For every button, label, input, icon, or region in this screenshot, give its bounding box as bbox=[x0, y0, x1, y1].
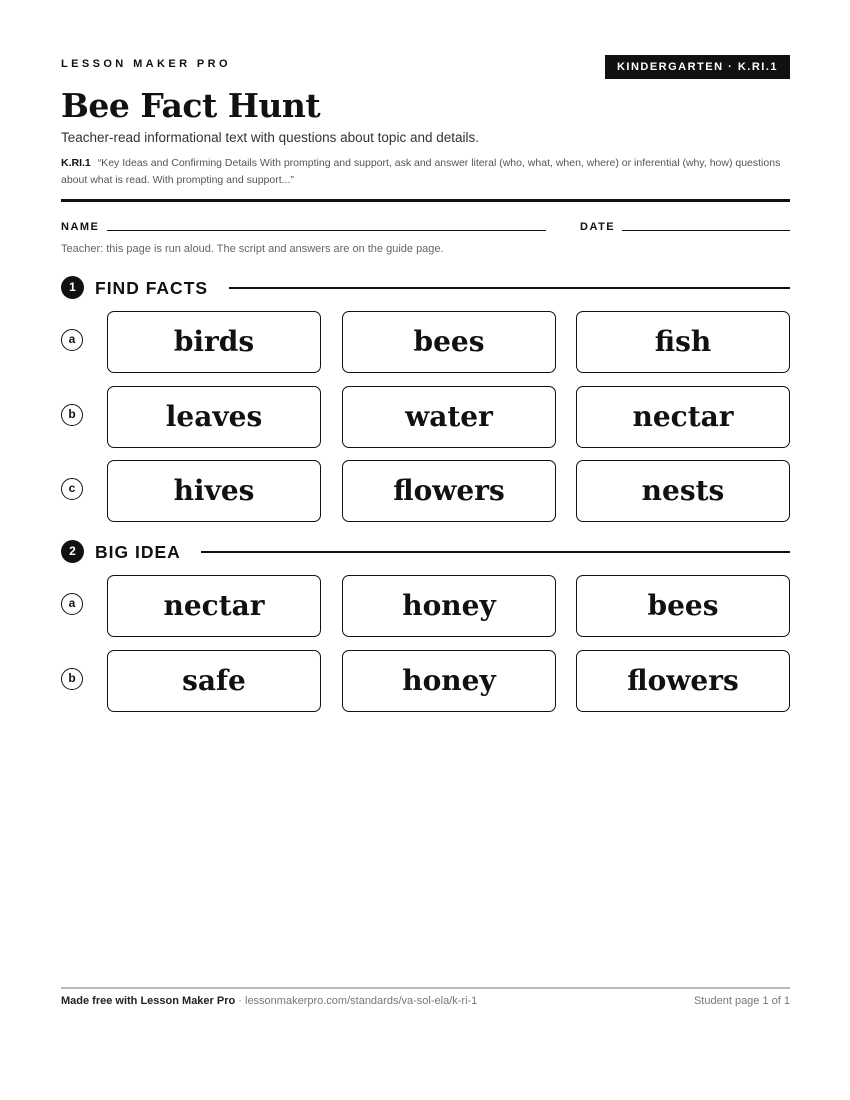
answer-option[interactable]: honey bbox=[342, 650, 556, 712]
footer-made-with: Made free with Lesson Maker Pro bbox=[61, 995, 236, 1007]
answer-option[interactable]: nectar bbox=[576, 386, 790, 448]
question-letter: a bbox=[61, 329, 83, 351]
answer-option[interactable]: flowers bbox=[342, 460, 556, 522]
question-letter: a bbox=[61, 593, 83, 615]
name-field[interactable] bbox=[107, 230, 546, 231]
question-row bbox=[61, 575, 790, 637]
question-row bbox=[61, 386, 790, 448]
worksheet-page bbox=[61, 0, 790, 1100]
answer-option[interactable]: honey bbox=[342, 575, 556, 637]
answer-option[interactable]: nectar bbox=[107, 575, 321, 637]
answer-option[interactable]: fish bbox=[576, 311, 790, 373]
standard-text: “Key Ideas and Confirming Details With prompting and support, ask and answer literal (who, what, when, where) or inferential (why, how) questions about what is read. With prompting and support...” bbox=[61, 157, 781, 186]
grade-standard-badge: KINDERGARTEN · K.RI.1 bbox=[605, 55, 790, 79]
section-number: 2 bbox=[61, 540, 84, 563]
answer-option[interactable]: birds bbox=[107, 311, 321, 373]
question-letter: c bbox=[61, 478, 83, 500]
footer-divider bbox=[61, 987, 790, 989]
question-letter: b bbox=[61, 668, 83, 690]
header-divider bbox=[61, 199, 790, 202]
page-title: Bee Fact Hunt bbox=[61, 86, 321, 125]
answer-option[interactable]: safe bbox=[107, 650, 321, 712]
answer-option[interactable]: water bbox=[342, 386, 556, 448]
question-row bbox=[61, 650, 790, 712]
footer-page-info: Student page 1 of 1 bbox=[693, 995, 790, 1007]
date-label: DATE bbox=[580, 221, 616, 233]
page-subtitle: Teacher-read informational text with questions about topic and details. bbox=[61, 130, 479, 145]
answer-option[interactable]: nests bbox=[576, 460, 790, 522]
section-number: 1 bbox=[61, 276, 84, 299]
teacher-note: Teacher: this page is run aloud. The script and answers are on the guide page. bbox=[61, 243, 444, 255]
section-divider bbox=[229, 287, 790, 289]
answer-option[interactable]: leaves bbox=[107, 386, 321, 448]
brand-name: LESSON MAKER PRO bbox=[61, 58, 231, 70]
section-divider bbox=[201, 551, 790, 553]
date-field[interactable] bbox=[622, 230, 790, 231]
question-row bbox=[61, 460, 790, 522]
answer-option[interactable]: bees bbox=[342, 311, 556, 373]
section-title: FIND FACTS bbox=[95, 278, 209, 298]
standard-code: K.RI.1 bbox=[61, 157, 91, 169]
section-find-facts bbox=[61, 276, 790, 300]
section-big-idea bbox=[61, 540, 790, 564]
question-row bbox=[61, 311, 790, 373]
answer-option[interactable]: bees bbox=[576, 575, 790, 637]
footer-url: · lessonmakerpro.com/standards/va-sol-ela/k-ri-1 bbox=[235, 995, 478, 1007]
section-title: BIG IDEA bbox=[95, 542, 181, 562]
answer-option[interactable]: hives bbox=[107, 460, 321, 522]
answer-option[interactable]: flowers bbox=[576, 650, 790, 712]
question-letter: b bbox=[61, 404, 83, 426]
footer-credit bbox=[61, 995, 477, 1007]
standard-description bbox=[61, 155, 790, 189]
name-label: NAME bbox=[61, 221, 100, 233]
